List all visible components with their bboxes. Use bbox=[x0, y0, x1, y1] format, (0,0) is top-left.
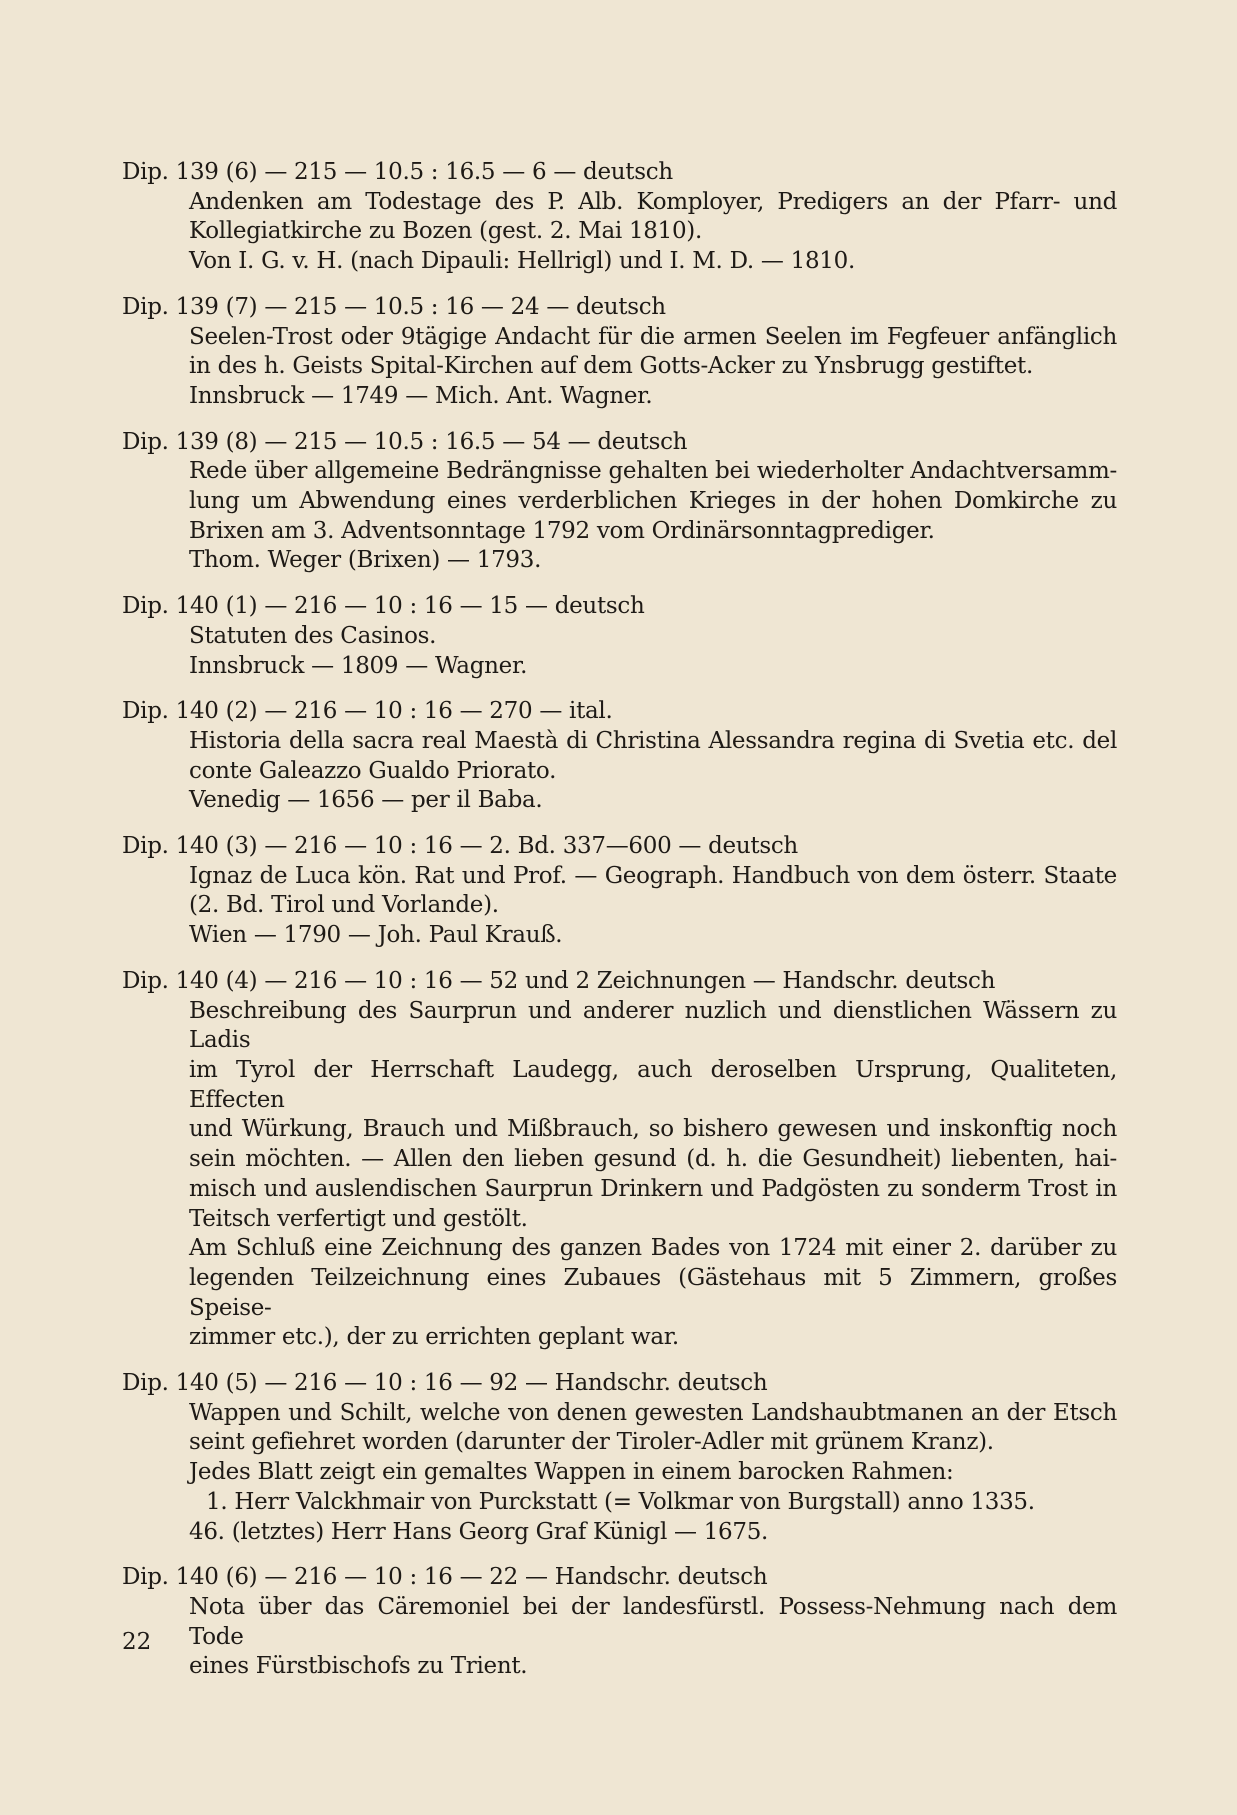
entry-line: zimmer etc.), der zu errichten geplant war. bbox=[189, 1324, 679, 1351]
entry-line: Wien — 1790 — Joh. Paul Krauß. bbox=[189, 922, 563, 949]
entry-line: sein möchten. — Allen den lieben gesund (d. h. die Gesundheit) liebenten, hai- bbox=[189, 1146, 1117, 1173]
entry-line: Thom. Weger (Brixen) — 1793. bbox=[189, 547, 542, 574]
entry-line: 1. Herr Valckhmair von Purckstatt (= Volkmar von Burgstall) anno 1335. bbox=[206, 1488, 1035, 1515]
catalog-entry bbox=[122, 293, 1117, 412]
entry-line: legenden Teilzeichnung eines Zubaues (Gästehaus mit 5 Zimmern, großes Speise- bbox=[189, 1264, 1117, 1321]
entry-line: Am Schluß eine Zeichnung des ganzen Bades von 1724 mit einer 2. darüber zu bbox=[189, 1235, 1117, 1262]
entry-heading: Dip. 140 (4) — 216 — 10 : 16 — 52 und 2 Zeichnungen — Handschr. deutsch bbox=[122, 967, 996, 994]
entry-line: Kollegiatkirche zu Bozen (gest. 2. Mai 1810). bbox=[189, 218, 702, 245]
entry-line: lung um Abwendung eines verderblichen Krieges in der hohen Domkirche zu bbox=[189, 488, 1117, 515]
entry-line: in des h. Geists Spital-Kirchen auf dem Gotts-Acker zu Ynsbrugg gestiftet. bbox=[189, 353, 1033, 380]
entry-line: Ignaz de Luca kön. Rat und Prof. — Geograph. Handbuch von dem österr. Staate bbox=[189, 862, 1117, 889]
catalog-entry bbox=[122, 832, 1117, 951]
entry-line: Venedig — 1656 — per il Baba. bbox=[189, 787, 543, 814]
entry-line: Innsbruck — 1809 — Wagner. bbox=[189, 652, 528, 679]
entry-heading: Dip. 140 (1) — 216 — 10 : 16 — 15 — deutsch bbox=[122, 593, 645, 620]
entry-line: Teitsch verfertigt und gestölt. bbox=[189, 1205, 528, 1232]
entry-heading: Dip. 140 (3) — 216 — 10 : 16 — 2. Bd. 337—600 — deutsch bbox=[122, 833, 798, 860]
entry-line: 46. (letztes) Herr Hans Georg Graf Künigl — 1675. bbox=[189, 1518, 769, 1545]
catalog-entry bbox=[122, 158, 1117, 277]
entry-line: im Tyrol der Herrschaft Laudegg, auch deroselben Ursprung, Qualiteten, Effecten bbox=[189, 1056, 1117, 1113]
catalog-entry bbox=[122, 697, 1117, 816]
entry-line: seint gefiehret worden (darunter der Tiroler-Adler mit grünem Kranz). bbox=[189, 1429, 994, 1456]
entry-line: Historia della sacra real Maestà di Christina Alessandra regina di Svetia etc. del bbox=[189, 727, 1117, 754]
entry-heading: Dip. 140 (5) — 216 — 10 : 16 — 92 — Handschr. deutsch bbox=[122, 1370, 768, 1397]
entry-line: Nota über das Cäremoniel bei der landesfürstl. Possess-Nehmung nach dem Tode bbox=[189, 1593, 1117, 1650]
entry-heading: Dip. 139 (8) — 215 — 10.5 : 16.5 — 54 — deutsch bbox=[122, 428, 688, 455]
catalog-entry bbox=[122, 428, 1117, 577]
entry-heading: Dip. 140 (2) — 216 — 10 : 16 — 270 — ital. bbox=[122, 698, 613, 725]
catalog-entries bbox=[122, 158, 1117, 1698]
entry-line: Wappen und Schilt, welche von denen gewesten Landshaubtmanen an der Etsch bbox=[189, 1399, 1117, 1426]
entry-line: eines Fürstbischofs zu Trient. bbox=[189, 1653, 528, 1680]
entry-line: und Würkung, Brauch und Mißbrauch, so bishero gewesen und inskonftig noch bbox=[189, 1116, 1117, 1143]
entry-line: Von I. G. v. H. (nach Dipauli: Hellrigl) und I. M. D. — 1810. bbox=[189, 248, 855, 275]
entry-line: Innsbruck — 1749 — Mich. Ant. Wagner. bbox=[189, 382, 653, 409]
entry-line: Brixen am 3. Adventsonntage 1792 vom Ordinärsonntagprediger. bbox=[189, 517, 935, 544]
page-number: 22 bbox=[122, 1629, 152, 1655]
catalog-entry bbox=[122, 1369, 1117, 1547]
entry-line: conte Galeazzo Gualdo Priorato. bbox=[189, 757, 557, 784]
entry-line: misch und auslendischen Saurprun Drinkern und Padgösten zu sonderm Trost in bbox=[189, 1175, 1117, 1202]
entry-line: Rede über allgemeine Bedrängnisse gehalten bei wiederholter Andachtversamm- bbox=[189, 458, 1117, 485]
entry-heading: Dip. 139 (6) — 215 — 10.5 : 16.5 — 6 — deutsch bbox=[122, 159, 673, 185]
catalog-entry bbox=[122, 967, 1117, 1353]
entry-line: Seelen-Trost oder 9tägige Andacht für die armen Seelen im Fegfeuer anfänglich bbox=[189, 323, 1117, 350]
entry-heading: Dip. 140 (6) — 216 — 10 : 16 — 22 — Handschr. deutsch bbox=[122, 1564, 768, 1591]
catalog-entry bbox=[122, 1563, 1117, 1682]
entry-heading: Dip. 139 (7) — 215 — 10.5 : 16 — 24 — deutsch bbox=[122, 293, 666, 320]
entry-line: Jedes Blatt zeigt ein gemaltes Wappen in einem barocken Rahmen: bbox=[189, 1459, 954, 1486]
entry-line: Beschreibung des Saurprun und anderer nuzlich und dienstlichen Wässern zu Ladis bbox=[189, 997, 1117, 1054]
catalog-entry bbox=[122, 592, 1117, 681]
entry-line: Statuten des Casinos. bbox=[189, 622, 437, 649]
entry-line: Andenken am Todestage des P. Alb. Komployer, Predigers an der Pfarr- und bbox=[189, 188, 1117, 215]
entry-line: (2. Bd. Tirol und Vorlande). bbox=[189, 892, 499, 919]
